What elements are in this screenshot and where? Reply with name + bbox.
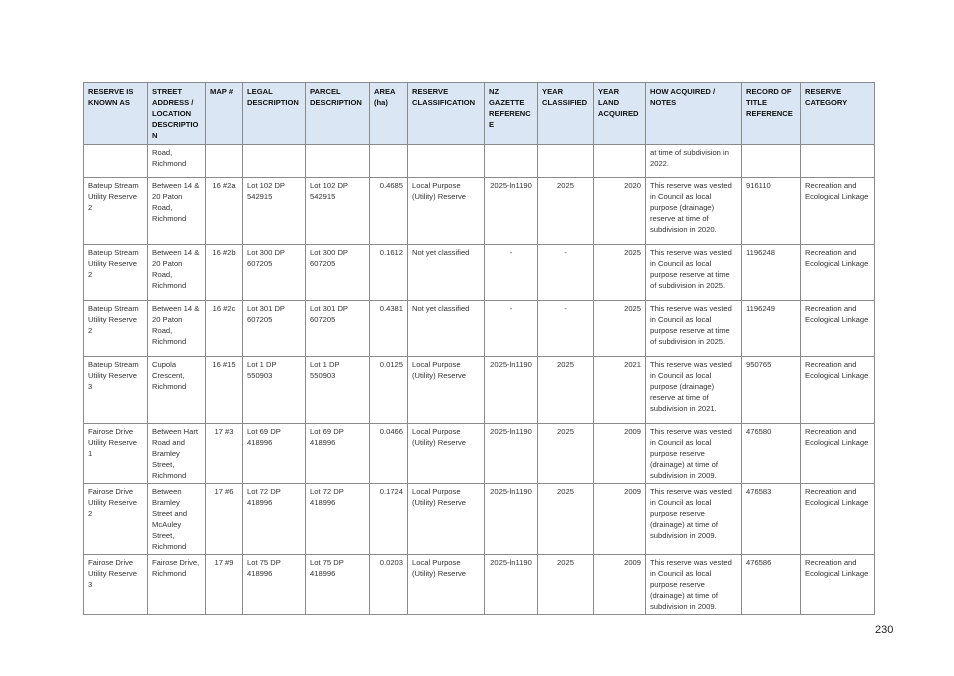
table-cell [538,145,594,178]
column-header: YEAR CLASSIFIED [538,83,594,145]
table-cell: 1196248 [742,245,801,301]
table-cell: Lot 69 DP 418996 [243,424,306,484]
table-cell: Local Purpose (Utility) Reserve [408,178,485,245]
table-cell: Local Purpose (Utility) Reserve [408,555,485,615]
table-cell: Lot 1 DP 550903 [243,357,306,424]
table-cell: 2025-ln1190 [485,357,538,424]
table-cell: 16 #2a [206,178,243,245]
table-cell: 0.0203 [370,555,408,615]
table-row [84,301,875,357]
table-cell: Recreation and Ecological Linkage [801,555,875,615]
table-cell: Lot 75 DP 418996 [243,555,306,615]
table-cell: 916110 [742,178,801,245]
table-row [84,555,875,615]
table-cell: 2025 [538,484,594,555]
table-cell: This reserve was vested in Council as local purpose reserve (drainage) at time of subdivision in 2009. [646,555,742,615]
table-cell [594,145,646,178]
table-cell: 16 #2c [206,301,243,357]
table-row [84,424,875,484]
table-cell: Bateup Stream Utility Reserve 2 [84,178,148,245]
table-cell [801,145,875,178]
table-cell: This reserve was vested in Council as local purpose (drainage) reserve at time of subdivision in 2021. [646,357,742,424]
table-cell: at time of subdivision in 2022. [646,145,742,178]
table-cell: Lot 102 DP 542915 [306,178,370,245]
table-row [84,178,875,245]
table-cell: Fairose Drive Utility Reserve 3 [84,555,148,615]
table-cell: Recreation and Ecological Linkage [801,301,875,357]
table-cell: Local Purpose (Utility) Reserve [408,357,485,424]
table-cell: 2025 [538,178,594,245]
table-cell: Local Purpose (Utility) Reserve [408,424,485,484]
column-header: RESERVE CATEGORY [801,83,875,145]
table-cell: 0.1724 [370,484,408,555]
table-cell: Road, Richmond [148,145,206,178]
table-cell [370,145,408,178]
table-cell: - [485,245,538,301]
table-cell [742,145,801,178]
column-header: PARCEL DESCRIPTION [306,83,370,145]
table-cell: 2025 [594,245,646,301]
table-cell: 0.4685 [370,178,408,245]
table-cell: 2009 [594,555,646,615]
table-cell: 2009 [594,424,646,484]
table-cell [408,145,485,178]
column-header: YEAR LAND ACQUIRED [594,83,646,145]
table-cell: 950765 [742,357,801,424]
table-cell: Lot 300 DP 607205 [306,245,370,301]
table-row [84,245,875,301]
column-header: LEGAL DESCRIPTION [243,83,306,145]
table-cell [485,145,538,178]
table-cell: Lot 301 DP 607205 [243,301,306,357]
table-cell: 0.4381 [370,301,408,357]
table-cell: 2025 [538,357,594,424]
table-cell: Lot 300 DP 607205 [243,245,306,301]
table-row [84,357,875,424]
table-cell: 476583 [742,484,801,555]
table-cell: 0.0125 [370,357,408,424]
table-cell: 0.0466 [370,424,408,484]
table-cell: This reserve was vested in Council as local purpose reserve (drainage) at time of subdivision in 2009. [646,424,742,484]
table-cell: Between Hart Road and Bramley Street, Richmond [148,424,206,484]
table-cell: 16 #2b [206,245,243,301]
table-cell: This reserve was vested in Council as local purpose reserve at time of subdivision in 2025. [646,245,742,301]
column-header: RESERVE CLASSIFICATION [408,83,485,145]
table-cell: Cupola Crescent, Richmond [148,357,206,424]
table-cell: Between 14 & 20 Paton Road, Richmond [148,178,206,245]
column-header: RESERVE IS KNOWN AS [84,83,148,145]
table-cell: Lot 102 DP 542915 [243,178,306,245]
table-row [84,484,875,555]
table-cell: Recreation and Ecological Linkage [801,245,875,301]
table-cell: - [538,301,594,357]
reserves-table [83,82,875,615]
column-header: HOW ACQUIRED / NOTES [646,83,742,145]
page-number: 230 [875,624,894,636]
table-cell: Not yet classified [408,245,485,301]
table-cell: Local Purpose (Utility) Reserve [408,484,485,555]
column-header: AREA (ha) [370,83,408,145]
table-cell [243,145,306,178]
table-cell: 2025 [538,555,594,615]
table-cell: Lot 69 DP 418996 [306,424,370,484]
table-cell: Bateup Stream Utility Reserve 3 [84,357,148,424]
table-cell: 2025-ln1190 [485,424,538,484]
table-cell: Lot 1 DP 550903 [306,357,370,424]
table-header [84,83,875,145]
table-cell [84,145,148,178]
column-header: MAP # [206,83,243,145]
table-cell: Between Bramley Street and McAuley Street, Richmond [148,484,206,555]
table-cell: Between 14 & 20 Paton Road, Richmond [148,301,206,357]
table-cell: Not yet classified [408,301,485,357]
column-header: RECORD OF TITLE REFERENCE [742,83,801,145]
table-cell: Recreation and Ecological Linkage [801,424,875,484]
column-header: NZ GAZETTE REFERENCE [485,83,538,145]
table-cell: 2009 [594,484,646,555]
table-cell: Between 14 & 20 Paton Road, Richmond [148,245,206,301]
table-cell: Fairose Drive Utility Reserve 1 [84,424,148,484]
table-cell: Recreation and Ecological Linkage [801,484,875,555]
table-cell: 16 #15 [206,357,243,424]
table-cell [206,145,243,178]
table-cell: This reserve was vested in Council as local purpose (drainage) reserve at time of subdivision in 2020. [646,178,742,245]
table-cell: 2025-ln1190 [485,555,538,615]
table-cell: 476586 [742,555,801,615]
table-cell: - [538,245,594,301]
table-row [84,145,875,178]
table-cell: 2025-ln1190 [485,484,538,555]
table-cell: This reserve was vested in Council as local purpose reserve (drainage) at time of subdivision in 2009. [646,484,742,555]
table-cell: 2025 [538,424,594,484]
table-cell: 2021 [594,357,646,424]
table-cell: Bateup Stream Utility Reserve 2 [84,245,148,301]
table-cell: 1196249 [742,301,801,357]
table-cell: Fairose Drive Utility Reserve 2 [84,484,148,555]
table-cell: Recreation and Ecological Linkage [801,178,875,245]
column-header: STREET ADDRESS / LOCATION DESCRIPTION [148,83,206,145]
header-row [84,83,875,145]
table-cell: Lot 301 DP 607205 [306,301,370,357]
table-cell: Lot 75 DP 418996 [306,555,370,615]
table-cell: Lot 72 DP 418996 [306,484,370,555]
table-cell: 0.1612 [370,245,408,301]
table-cell: 2020 [594,178,646,245]
table-cell: 2025 [594,301,646,357]
table-cell: This reserve was vested in Council as local purpose reserve at time of subdivision in 2025. [646,301,742,357]
table-cell: Fairose Drive, Richmond [148,555,206,615]
table-cell: Bateup Stream Utility Reserve 2 [84,301,148,357]
table-body [84,145,875,615]
table-cell: 17 #9 [206,555,243,615]
table-cell: Recreation and Ecological Linkage [801,357,875,424]
table-cell: 2025-ln1190 [485,178,538,245]
table-cell: 17 #6 [206,484,243,555]
table-cell [306,145,370,178]
table-cell: 17 #3 [206,424,243,484]
table-cell: - [485,301,538,357]
table-cell: Lot 72 DP 418996 [243,484,306,555]
table-cell: 476580 [742,424,801,484]
